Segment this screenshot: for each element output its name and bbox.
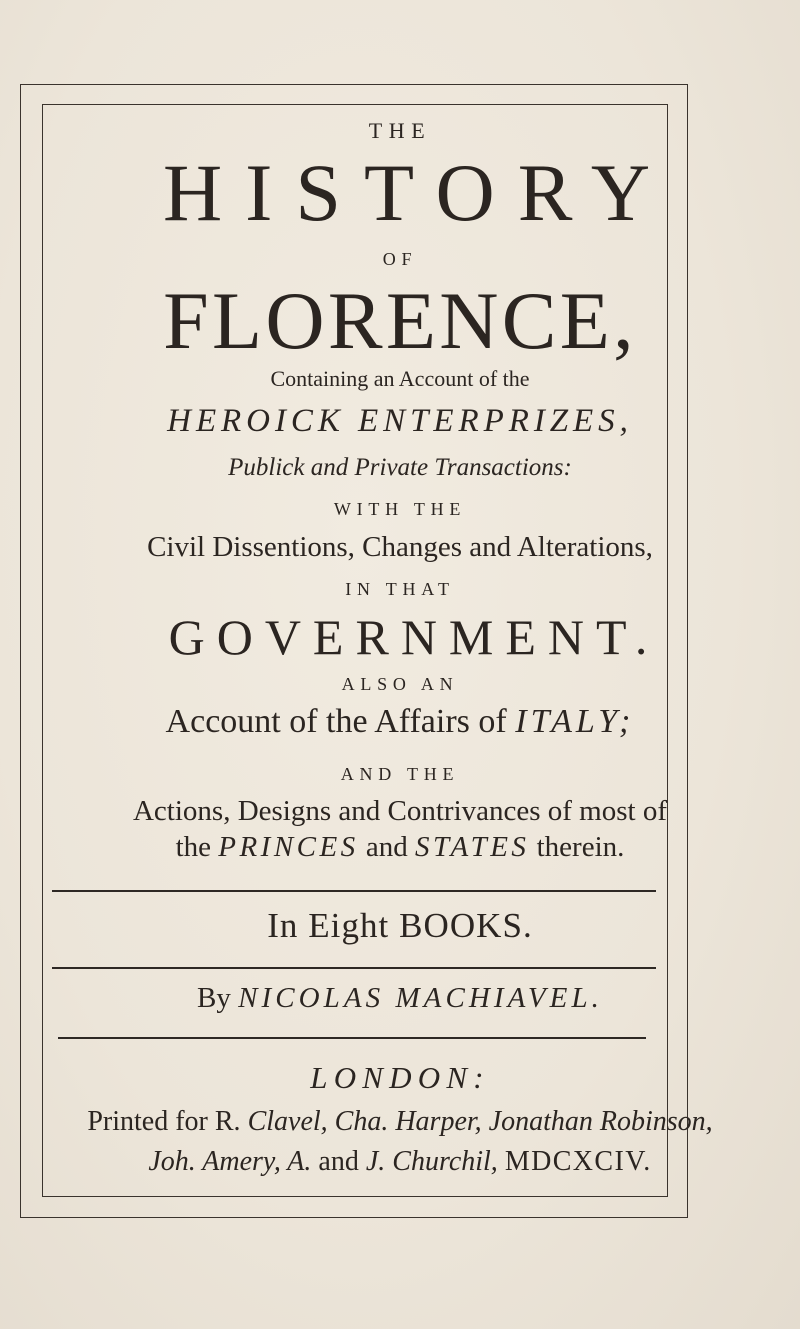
date-text: MDCXCIV. xyxy=(504,1146,652,1177)
containing-line: Containing an Account of the xyxy=(270,366,530,391)
of-heading: OF xyxy=(382,249,418,269)
civil-line: Civil Dissentions, Changes and Alterations, xyxy=(147,531,653,563)
and-word: and xyxy=(365,831,408,863)
divider-rule xyxy=(58,1037,646,1039)
printer3-name: J. Churchil, xyxy=(365,1146,498,1177)
in-that-line: IN THAT xyxy=(345,579,455,599)
italy-text: ITALY; xyxy=(515,703,635,740)
florence-heading: FLORENCE, xyxy=(163,275,637,366)
author-name: NICOLAS MACHIAVEL. xyxy=(238,982,603,1014)
therein-word: therein. xyxy=(536,831,625,863)
princes-text: PRINCES xyxy=(218,831,359,863)
and-word-2: and xyxy=(318,1146,359,1177)
also-an-line: ALSO AN xyxy=(341,674,459,694)
states-text: STATES xyxy=(415,831,530,863)
divider-rule xyxy=(52,967,656,969)
divider-rule xyxy=(52,890,656,892)
printer2-name: Joh. Amery, A. xyxy=(148,1146,312,1177)
history-heading: HISTORY xyxy=(162,147,674,238)
publick-line: Publick and Private Transactions: xyxy=(228,454,572,481)
printer1-initial: R. xyxy=(214,1106,241,1137)
heroick-line: HEROICK ENTERPRIZES, xyxy=(167,403,633,439)
government-heading: GOVERNMENT. xyxy=(168,609,660,665)
and-the-line: AND THE xyxy=(340,764,460,784)
princes-line xyxy=(0,833,800,862)
account-line xyxy=(0,705,800,739)
imprint-line xyxy=(0,1148,800,1176)
actions-line: Actions, Designs and Contrivances of most of xyxy=(132,795,667,827)
author-line xyxy=(0,984,800,1013)
by-word: By xyxy=(197,982,231,1014)
printer-names: Clavel, Cha. Harper, Jonathan Robinson, xyxy=(247,1106,713,1137)
london-line: LONDON: xyxy=(310,1060,490,1095)
with-the-line: WITH THE xyxy=(333,499,467,519)
printed-for-line xyxy=(0,1108,800,1136)
printed-for-text: Printed for xyxy=(87,1106,208,1137)
the-heading: THE xyxy=(368,118,432,143)
in-eight-books-line: In Eight BOOKS. xyxy=(267,906,533,945)
account-text: Account of the Affairs of xyxy=(165,703,507,740)
the-word: the xyxy=(175,831,212,863)
